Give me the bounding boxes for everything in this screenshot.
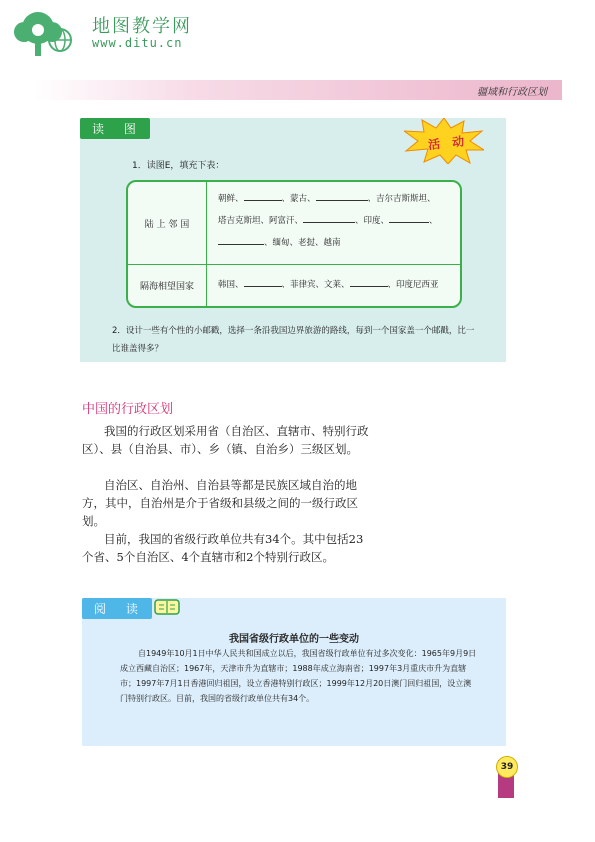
watermark-url: www.ditu.cn: [92, 36, 183, 50]
watermark-title: 地图教学网: [92, 16, 192, 37]
cell-text: 、蒙古、: [281, 194, 316, 204]
table-row: [128, 265, 460, 306]
page-number: 39: [496, 756, 518, 778]
activity-badge: 活 动: [427, 133, 469, 153]
tree-globe-logo-icon: [8, 8, 74, 58]
cell-text: 、缅甸、老挝、越南: [264, 238, 341, 248]
paragraph-3: [82, 530, 374, 566]
paragraph-text: 目前，我国的省级行政单位共有34个。其中包括23个省、5个自治区、4个直辖市和2个特别行政区。: [82, 532, 364, 564]
book-icon: [154, 598, 180, 616]
cell-text: 、菲律宾、文莱、: [281, 280, 350, 290]
reading-title: 我国省级行政单位的一些变动: [229, 634, 359, 645]
cell-text: 、印度尼西亚: [387, 280, 439, 290]
fill-blank: [316, 190, 368, 201]
fill-blank: [389, 212, 429, 223]
paragraph-1: [82, 422, 374, 458]
paragraph-text: 自治区、自治州、自治县等都是民族区域自治的地方，其中，自治州是介于省级和县级之间的一级行政区划。: [82, 478, 358, 528]
question-1: 1．读图E，填充下表：: [132, 161, 225, 171]
cell-text: 、印度、: [355, 216, 390, 226]
read-map-tag: 读 图: [80, 118, 150, 139]
chapter-header-title: 疆域和行政区划: [477, 87, 547, 98]
neighbor-countries-table: [126, 180, 462, 308]
cell-text: 韩国、: [218, 280, 244, 290]
question-2: 2．设计一些有个性的小邮戳，选择一条沿我国边界旅游的路线，每到一个国家盖一个邮戳，比一比谁盖得多？: [112, 326, 475, 354]
fill-blank: [303, 212, 355, 223]
cell-text: 朝鲜、: [218, 194, 244, 204]
reading-body: [120, 646, 478, 706]
cell-text: 、吉尔吉斯斯坦、: [367, 194, 436, 204]
section-title: 中国的行政区划: [82, 402, 174, 417]
cell-text: 塔吉克斯坦、阿富汗、: [218, 216, 304, 226]
reading-text: 自1949年10月1日中华人民共和国成立以后，我国省级行政单位有过多次变化：1965年9月9日成立西藏自治区；1967年，天津市升为直辖市；1988年成立海南省；1997年3月重庆市升为直辖市；1997年7月1日香港回归祖国，设立香港特别行政区；1999年12月20日澳门回归祖国，设立澳门特别行政区。目前，我国的省级行政单位共有34个。: [120, 649, 477, 703]
land-neighbors-list: [218, 188, 438, 254]
land-neighbors-label: 陆 上 邻 国: [128, 182, 207, 264]
fill-blank: [218, 234, 264, 245]
paragraph-text: 我国的行政区划采用省（自治区、直辖市、特别行政区）、县（自治县、市）、乡（镇、自治乡）三级区划。: [82, 424, 369, 456]
fill-blank: [244, 276, 282, 287]
fill-blank: [244, 190, 282, 201]
sea-neighbors-label: 隔海相望国家: [128, 265, 207, 306]
paragraph-2: [82, 476, 374, 530]
fill-blank: [350, 276, 388, 287]
cell-text: 、: [429, 216, 438, 226]
reading-tag: 阅 读: [82, 598, 152, 619]
table-row: [128, 182, 460, 265]
sea-neighbors-list: [218, 274, 439, 296]
